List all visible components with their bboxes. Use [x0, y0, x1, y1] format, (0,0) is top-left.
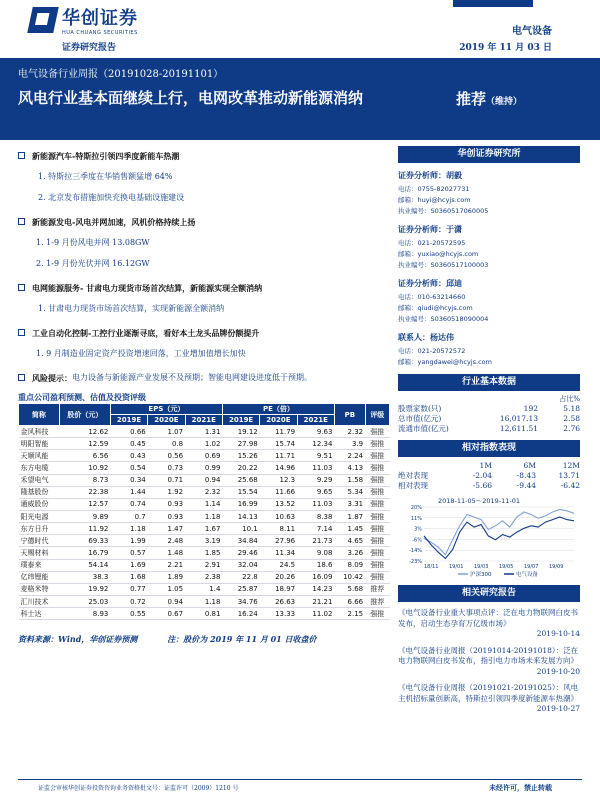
stock-cell: 6.56 — [59, 450, 110, 462]
related-list — [398, 608, 580, 715]
analyst-list — [398, 170, 580, 368]
stock-rating: 强推 — [365, 571, 389, 583]
analyst-contact — [398, 238, 580, 271]
stock-cell: 8.73 — [59, 474, 110, 486]
stock-cell: 0.93 — [148, 510, 185, 522]
stock-name: 宁德时代 — [19, 535, 60, 547]
stock-cell: 0.34 — [110, 474, 147, 486]
report-type: 证券研究报告 — [62, 43, 117, 53]
table-row — [19, 595, 390, 607]
stock-cell: 7.14 — [297, 523, 334, 535]
stock-cell: 12.59 — [59, 438, 110, 450]
x-tick-label: 19/07 — [524, 564, 539, 570]
stock-cell: 1.45 — [334, 523, 365, 535]
table-row — [19, 571, 390, 583]
stock-name: 禾望电气 — [19, 474, 60, 486]
analyst-contact — [398, 346, 580, 368]
source-note: 注：股价为 2019 年 11 月 01 日收盘价 — [167, 634, 317, 644]
stock-cell: 0.55 — [110, 608, 147, 620]
analyst-contact — [398, 184, 580, 217]
performance-row: 绝对表现 -2.04 -8.43 13.71 — [398, 471, 580, 480]
highlight-heading: 电网能源服务- 甘肃电力现货市场首次结算，新能源实现全额消纳 — [18, 282, 390, 294]
stock-name: 通威股份 — [19, 498, 60, 510]
stock-rating: 推荐 — [365, 583, 389, 595]
stock-rating: 强推 — [365, 559, 389, 571]
y-tick-label: -6% — [412, 537, 422, 544]
contact-line: 邮箱：qiudi@hcyjs.com — [398, 304, 473, 312]
stock-cell: 11.71 — [260, 450, 297, 462]
report-date: 2019 年 11 月 03 日 — [459, 43, 552, 53]
related-report-title[interactable]: 《电气设备行业周报（20191021-20191025）：风电主机招标量创新高，特斯拉引领四季度新能源车热潮》 — [398, 683, 579, 703]
stock-cell: 26.63 — [260, 595, 297, 607]
stock-cell: 32.04 — [222, 559, 259, 571]
stock-name: 汇川技术 — [19, 595, 60, 607]
logo-mark-icon — [27, 7, 59, 33]
stock-cell: 22.8 — [222, 571, 259, 583]
stock-cell: 3.31 — [334, 498, 365, 510]
index-chart — [398, 495, 580, 579]
stock-rating: 强推 — [365, 535, 389, 547]
contact-line: 电话：0755-82027731 — [398, 185, 470, 193]
basic-data-row: 股票家数(只) 192 5.18 — [398, 404, 580, 413]
stock-cell: 11.03 — [297, 498, 334, 510]
legend-label: 沪深300 — [470, 572, 492, 578]
stock-cell: 18.6 — [297, 559, 334, 571]
performance-row: 相对表现 -5.66 -9.44 -6.42 — [398, 481, 580, 490]
checkbox-icon — [18, 152, 25, 159]
rating-value: 推荐 — [456, 90, 487, 108]
table-row — [19, 608, 390, 620]
analyst-name: 证券分析师：胡毅 — [398, 170, 462, 180]
stock-rating: 强推 — [365, 462, 389, 474]
related-report-date: 2019-10-20 — [536, 666, 580, 676]
stock-rating: 强推 — [365, 474, 389, 486]
stock-cell: 0.93 — [148, 498, 185, 510]
stock-cell: 2.38 — [185, 571, 222, 583]
stock-cell: 1.85 — [185, 547, 222, 559]
series-line — [424, 510, 574, 555]
stock-cell: 27.96 — [260, 535, 297, 547]
stock-cell: 0.7 — [110, 510, 147, 522]
stock-cell: 25.03 — [59, 595, 110, 607]
stock-cell: 0.45 — [110, 438, 147, 450]
contact-line: 执业编号：S0360518090004 — [398, 315, 489, 323]
risk-warning: 风险提示： 电力设备与新能源产业发展不及预期；智能电网建设进度低于预期。 — [18, 372, 390, 384]
related-report-title[interactable]: 《电气设备行业周报（20191014-20191018）：泛在电力物联网白皮书发布，指引电力市场未来发展方向》 — [398, 645, 579, 665]
y-tick-label: -14% — [409, 548, 422, 555]
stock-cell: 10.63 — [260, 510, 297, 522]
stock-cell: 12.34 — [297, 438, 334, 450]
footer-license: 证监会审核华创证券投资咨询业务资格批文号：证监许可（2009）1210 号 — [38, 785, 239, 792]
basic-data-unit: 占比% — [559, 395, 580, 403]
stock-cell: 2.48 — [148, 535, 185, 547]
table-row — [19, 486, 390, 498]
stock-cell: 1.05 — [148, 583, 185, 595]
stock-cell: 15.74 — [260, 438, 297, 450]
stock-cell: 21.73 — [297, 535, 334, 547]
rating — [456, 88, 522, 109]
logo-subtext: HUA CHUANG SECURITIES — [62, 30, 138, 36]
stock-cell: 0.43 — [110, 450, 147, 462]
report-subtitle: 电气设备行业周报（20191028-20191101） — [18, 69, 224, 80]
stock-cell: 0.94 — [185, 474, 222, 486]
stock-cell: 25.87 — [222, 583, 259, 595]
stock-cell: 22.38 — [59, 486, 110, 498]
stock-cell: 1.89 — [148, 571, 185, 583]
stock-cell: 8.38 — [297, 510, 334, 522]
stock-cell: 1.02 — [185, 438, 222, 450]
highlight-item: 1. 9 月制造业固定资产投资增速回落，工业增加值增长加快 — [36, 349, 246, 358]
stock-rating: 强推 — [365, 608, 389, 620]
col-header: 2020E — [260, 415, 297, 426]
risk-text: 电力设备与新能源产业发展不及预期；智能电网建设进度低于预期。 — [72, 373, 312, 382]
stock-cell: 5.34 — [334, 486, 365, 498]
stock-cell: 2.91 — [185, 559, 222, 571]
performance-table — [398, 461, 580, 491]
table-row — [19, 438, 390, 450]
highlight-item: 2. 1-9 月份光伏并网 16.12GW — [36, 259, 150, 268]
stock-cell: 2.32 — [185, 486, 222, 498]
stock-cell: 1.92 — [148, 486, 185, 498]
x-tick-label: 19/01 — [449, 564, 464, 570]
stock-cell: 0.8 — [148, 438, 185, 450]
stock-cell: 15.54 — [222, 486, 259, 498]
stock-cell: 24.5 — [260, 559, 297, 571]
footer-divider — [18, 779, 582, 780]
stock-cell: 27.98 — [222, 438, 259, 450]
stock-rating: 强推 — [365, 426, 389, 438]
group-header-eps: EPS（元） — [110, 404, 222, 415]
stock-cell: 15.26 — [222, 450, 259, 462]
stock-cell: 1.18 — [110, 523, 147, 535]
col-header: 2021E — [297, 415, 334, 426]
stock-cell: 1.67 — [185, 523, 222, 535]
stock-cell: 0.56 — [148, 450, 185, 462]
stock-name: 天赐材料 — [19, 547, 60, 559]
stock-cell: 9.89 — [59, 510, 110, 522]
contact-line: 邮箱：yangdawei@hcyjs.com — [398, 358, 492, 366]
stock-cell: 20.22 — [222, 462, 259, 474]
stock-cell: 13.52 — [260, 498, 297, 510]
stock-cell: 0.94 — [148, 595, 185, 607]
stock-cell: 12.57 — [59, 498, 110, 510]
table-row — [19, 523, 390, 535]
highlight-item: 1. 特斯拉三季度在华销售额猛增 64% — [38, 172, 173, 181]
contact-line: 邮箱：huyi@hcyjs.com — [398, 196, 471, 204]
stock-cell: 11.03 — [297, 462, 334, 474]
stock-cell: 2.15 — [334, 608, 365, 620]
col-header: PB — [334, 404, 365, 426]
table-row — [19, 547, 390, 559]
stock-cell: 1.47 — [148, 523, 185, 535]
stock-cell: 1.68 — [110, 571, 147, 583]
stock-name: 金风科技 — [19, 426, 60, 438]
stock-cell: 16.09 — [297, 571, 334, 583]
stock-cell: 19.92 — [59, 583, 110, 595]
table-row — [19, 426, 390, 438]
stock-rating: 强推 — [365, 547, 389, 559]
stock-cell: 9.51 — [297, 450, 334, 462]
legend-label: 电气设备 — [516, 572, 539, 578]
stock-name: 天顺风能 — [19, 450, 60, 462]
col-header: 2019E — [222, 415, 259, 426]
col-header: 2020E — [148, 415, 185, 426]
contact-line: 执业编号：S0360517060005 — [398, 207, 489, 215]
stock-cell: 0.73 — [148, 462, 185, 474]
stock-cell: 0.71 — [148, 474, 185, 486]
highlight-heading: 新能源发电-风电并网加速，风机价格持续上扬 — [18, 216, 390, 228]
stock-name: 东方电缆 — [19, 462, 60, 474]
stock-cell: 8.93 — [59, 608, 110, 620]
col-header: 2021E — [185, 415, 222, 426]
table-row — [19, 462, 390, 474]
stock-cell: 10.92 — [59, 462, 110, 474]
related-report-date: 2019-10-27 — [536, 704, 580, 713]
industry-label: 电气设备 — [512, 26, 552, 37]
analyst-contact — [398, 292, 580, 325]
stock-cell: 1.69 — [110, 559, 147, 571]
table-row — [19, 474, 390, 486]
stock-cell: 18.97 — [260, 583, 297, 595]
analyst-name: 联系人：杨达伟 — [398, 332, 454, 342]
stock-rating: 强推 — [365, 438, 389, 450]
checkbox-icon — [18, 284, 25, 291]
table-row — [19, 510, 390, 522]
y-tick-label: -23% — [409, 559, 422, 565]
basic-data-row: 流通市值(亿元) 12,611.51 2.76 — [398, 424, 580, 433]
stock-name: 璞泰来 — [19, 559, 60, 571]
highlight-heading: 新能源汽车-特斯拉引领四季度新能车热潮 — [18, 150, 390, 162]
stock-cell: 4.13 — [334, 462, 365, 474]
analyst-name: 证券分析师：邱迪 — [398, 278, 462, 288]
col-header: 评级 — [365, 404, 389, 426]
sidebar — [398, 146, 580, 715]
institute-header: 华创证券研究所 — [398, 146, 580, 163]
stock-cell: 1.4 — [185, 583, 222, 595]
stock-cell: 8.09 — [334, 559, 365, 571]
stock-cell: 11.79 — [260, 426, 297, 438]
highlight-item: 1. 1-9 月份风电并网 13.08GW — [36, 238, 150, 247]
col-header: 股价（元） — [59, 404, 110, 426]
checkbox-icon — [18, 218, 25, 225]
stock-cell: 1.48 — [148, 547, 185, 559]
related-report-title[interactable]: 《电气设备行业重大事项点评：泛在电力物联网白皮书发布，启动生态孕育万亿级市场》 — [398, 608, 578, 628]
stock-cell: 54.14 — [59, 559, 110, 571]
table-row — [19, 450, 390, 462]
stock-cell: 14.23 — [297, 583, 334, 595]
stock-cell: 0.77 — [110, 583, 147, 595]
table-title: 重点公司盈利预测、估值及投资评级 — [18, 392, 146, 402]
stock-cell: 13.33 — [260, 608, 297, 620]
table-row — [19, 583, 390, 595]
stock-cell: 1.58 — [334, 474, 365, 486]
stock-cell: 14.13 — [222, 510, 259, 522]
x-tick-label: 18/11 — [424, 564, 439, 570]
stock-cell: 29.46 — [222, 547, 259, 559]
stock-cell: 10.1 — [222, 523, 259, 535]
stock-cell: 14.96 — [260, 462, 297, 474]
stock-cell: 0.74 — [110, 498, 147, 510]
rating-note: （维持） — [486, 97, 523, 107]
x-tick-label: 19/05 — [499, 564, 514, 570]
stock-rating: 强推 — [365, 523, 389, 535]
stock-cell: 8.11 — [260, 523, 297, 535]
contact-line: 电话：010-63214660 — [398, 293, 466, 301]
stock-cell: 2.32 — [334, 426, 365, 438]
checkbox-icon — [18, 329, 25, 336]
highlights — [18, 148, 390, 384]
y-tick-label: 20% — [410, 505, 422, 511]
stock-cell: 16.79 — [59, 547, 110, 559]
related-report[interactable] — [398, 608, 580, 640]
stock-cell: 5.68 — [334, 583, 365, 595]
stock-cell: 12.62 — [59, 426, 110, 438]
source-text: 资料来源：Wind，华创证券预测 — [18, 634, 138, 644]
col-header: 2019E — [110, 415, 147, 426]
stocks-table — [18, 403, 390, 620]
stock-cell: 25.68 — [222, 474, 259, 486]
contact-line: 电话：021-20572572 — [398, 347, 466, 355]
stock-rating: 强推 — [365, 486, 389, 498]
col-header: 简称 — [19, 404, 60, 426]
stock-cell: 9.29 — [297, 474, 334, 486]
highlight-heading: 工业自动化控制-工控行业逐渐寻底，看好本土龙头品牌份额提升 — [18, 327, 390, 339]
stock-cell: 1.18 — [185, 510, 222, 522]
stock-cell: 0.66 — [110, 426, 147, 438]
stock-rating: 强推 — [365, 498, 389, 510]
stock-cell: 20.26 — [260, 571, 297, 583]
contact-line: 邮箱：yuxiao@hcyjs.com — [398, 250, 479, 258]
stock-cell: 0.67 — [148, 608, 185, 620]
stock-rating: 强推 — [365, 450, 389, 462]
highlight-item: 2. 北京发布措施加快充换电基础设施建设 — [38, 193, 185, 202]
stock-cell: 1.44 — [110, 486, 147, 498]
stock-cell: 21.21 — [297, 595, 334, 607]
performance-header: 相对指数表现 — [398, 440, 580, 457]
table-row — [19, 559, 390, 571]
stock-cell: 2.24 — [334, 450, 365, 462]
stock-cell: 0.57 — [110, 547, 147, 559]
stock-cell: 34.84 — [222, 535, 259, 547]
stock-name: 东方日升 — [19, 523, 60, 535]
group-header-pe: PE（倍） — [222, 404, 334, 415]
x-tick-label: 19/09 — [549, 564, 564, 570]
stock-cell: 2.21 — [148, 559, 185, 571]
title-banner — [0, 58, 600, 140]
stock-cell: 3.19 — [185, 535, 222, 547]
stock-cell: 9.65 — [297, 486, 334, 498]
y-tick-label: 3% — [414, 526, 422, 533]
stock-rating: 推荐 — [365, 595, 389, 607]
stock-cell: 9.63 — [297, 426, 334, 438]
stock-cell: 0.69 — [185, 450, 222, 462]
stock-name: 明阳智能 — [19, 438, 60, 450]
stock-cell: 3.9 — [334, 438, 365, 450]
stock-cell: 1.14 — [185, 498, 222, 510]
stock-cell: 1.99 — [110, 535, 147, 547]
stock-cell: 0.81 — [185, 608, 222, 620]
stock-cell: 19.12 — [222, 426, 259, 438]
table-row — [19, 498, 390, 510]
contact-line: 电话：021-20572595 — [398, 239, 466, 247]
y-tick-label: 11% — [410, 515, 422, 522]
stock-cell: 6.66 — [334, 595, 365, 607]
stock-cell: 16.99 — [222, 498, 259, 510]
stock-name: 麦格米特 — [19, 583, 60, 595]
stock-cell: 11.92 — [59, 523, 110, 535]
related-report[interactable] — [398, 646, 580, 678]
stock-name: 阳光电源 — [19, 510, 60, 522]
footer-notice: 未经许可，禁止转载 — [489, 783, 552, 792]
top-tab — [453, 0, 533, 7]
stock-cell: 1.07 — [148, 426, 185, 438]
stock-cell: 1.31 — [185, 426, 222, 438]
related-report[interactable] — [398, 683, 580, 715]
stock-name: 科士达 — [19, 608, 60, 620]
x-tick-label: 19/03 — [474, 564, 489, 570]
stock-cell: 11.34 — [260, 547, 297, 559]
stock-cell: 0.99 — [185, 462, 222, 474]
stock-cell: 69.33 — [59, 535, 110, 547]
stock-rating: 强推 — [365, 510, 389, 522]
stock-cell: 3.26 — [334, 547, 365, 559]
basic-data — [398, 394, 580, 434]
contact-line: 执业编号：S0360517100003 — [398, 261, 489, 269]
stock-name: 亿纬锂能 — [19, 571, 60, 583]
stock-cell: 16.24 — [222, 608, 259, 620]
table-row — [19, 535, 390, 547]
stock-cell: 1.18 — [185, 595, 222, 607]
related-header: 相关研究报告 — [398, 585, 580, 602]
checkbox-icon — [18, 374, 25, 381]
stock-cell: 11.66 — [260, 486, 297, 498]
performance-header-row: 1M 6M 12M — [479, 461, 580, 470]
stock-cell: 1.87 — [334, 510, 365, 522]
analyst-name: 证券分析师：于潇 — [398, 224, 462, 234]
basic-data-row: 总市值(亿元) 16,017.13 2.58 — [398, 414, 580, 423]
table-source — [18, 634, 317, 645]
stock-cell: 4.65 — [334, 535, 365, 547]
stock-cell: 34.76 — [222, 595, 259, 607]
index-chart-svg — [398, 495, 580, 579]
chart-title: 2018-11-05～2019-11-01 — [438, 497, 521, 505]
report-title: 风电行业基本面继续上行，电网改革推动新能源消纳 — [18, 89, 364, 107]
stock-cell: 0.72 — [110, 595, 147, 607]
basic-data-header: 行业基本数据 — [398, 374, 580, 391]
stock-cell: 9.08 — [297, 547, 334, 559]
related-report-date: 2019-10-14 — [536, 629, 580, 638]
stock-name: 隆基股份 — [19, 486, 60, 498]
stock-cell: 12.3 — [260, 474, 297, 486]
logo — [30, 4, 138, 36]
stock-cell: 10.42 — [334, 571, 365, 583]
highlight-item: 1. 甘肃电力现货市场首次结算，实现新能源全额消纳 — [38, 304, 225, 313]
stock-cell: 38.3 — [59, 571, 110, 583]
stock-cell: 11.02 — [297, 608, 334, 620]
stock-cell: 0.54 — [110, 462, 147, 474]
logo-text: 华创证券 — [62, 8, 138, 29]
